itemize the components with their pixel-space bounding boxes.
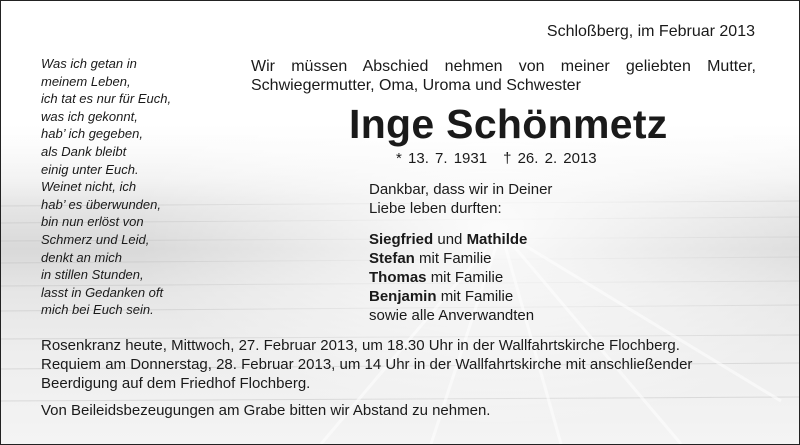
- poem-line: denkt an mich: [41, 249, 122, 265]
- mourner-line: [369, 287, 534, 306]
- mourner-line: [369, 268, 534, 287]
- mourner-line: [369, 249, 534, 268]
- mourner-name: Siegfried: [369, 231, 434, 248]
- poem-line: einig unter Euch.: [41, 161, 139, 177]
- mourner-suffix: mit Familie: [419, 250, 492, 267]
- mourner-name: Thomas: [369, 269, 427, 286]
- relatives-line: sowie alle Anverwandten: [369, 307, 535, 324]
- poem-line: bin nun erlöst von: [41, 214, 144, 230]
- poem-line: hab’ es überwunden,: [41, 196, 161, 212]
- poem-line: hab’ ich gegeben,: [41, 126, 143, 142]
- requiem-info: Requiem am Donnerstag, 28. Februar 2013, um 14 Uhr in der Wallfahrtskirche mit anschließender Beerdigung auf dem Friedhof Flochberg.: [41, 356, 693, 392]
- poem-line: als Dank bleibt: [41, 143, 127, 159]
- mourner-name: Mathilde: [466, 231, 528, 248]
- poem-line: ich tat es nur für Euch,: [41, 91, 172, 107]
- thanks-line: Dankbar, dass wir in Deiner: [369, 181, 553, 198]
- service-details: [41, 336, 763, 420]
- mourner-connector: und: [437, 231, 463, 248]
- mourner-suffix: mit Familie: [440, 288, 514, 305]
- deceased-name: Inge Schönmetz: [349, 101, 668, 147]
- poem-line: in stillen Stunden,: [41, 267, 144, 283]
- poem-line: mich bei Euch sein.: [41, 302, 154, 318]
- condolence-note: Von Beileidsbezeugungen am Grabe bitten wir Abstand zu nehmen.: [41, 402, 491, 419]
- poem-line: meinem Leben,: [41, 73, 131, 89]
- life-dates: [396, 150, 597, 167]
- mourners-list: [369, 230, 534, 325]
- birth-date: * 13. 7. 1931: [396, 150, 488, 167]
- place-date: Schloßberg, im Februar 2013: [546, 23, 755, 40]
- announcement-text: [251, 57, 756, 95]
- poem-line: lasst in Gedanken oft: [41, 284, 164, 300]
- mourner-suffix: mit Familie: [430, 269, 504, 286]
- poem-line: Weinet nicht, ich: [41, 179, 137, 195]
- poem-line: was ich gekonnt,: [41, 108, 138, 124]
- thanks-line: Liebe leben durften:: [369, 200, 502, 217]
- rosary-info: Rosenkranz heute, Mittwoch, 27. Februar 2013, um 18.30 Uhr in der Wallfahrtskirche Flochberg.: [41, 337, 680, 354]
- announcement-line: Schwiegermutter, Oma, Uroma und Schwester: [251, 77, 581, 94]
- poem-line: Schmerz und Leid,: [41, 231, 150, 247]
- mourner-line: [369, 230, 534, 249]
- poem-line: Was ich getan in: [41, 56, 137, 71]
- thanks-text: [369, 180, 552, 218]
- mourner-name: Stefan: [369, 250, 415, 267]
- mourner-name: Benjamin: [369, 288, 437, 305]
- poem: [41, 55, 171, 319]
- death-date: † 26. 2. 2013: [503, 150, 597, 167]
- announcement-line: Wir müssen Abschied nehmen von meiner geliebten Mutter,: [251, 58, 756, 75]
